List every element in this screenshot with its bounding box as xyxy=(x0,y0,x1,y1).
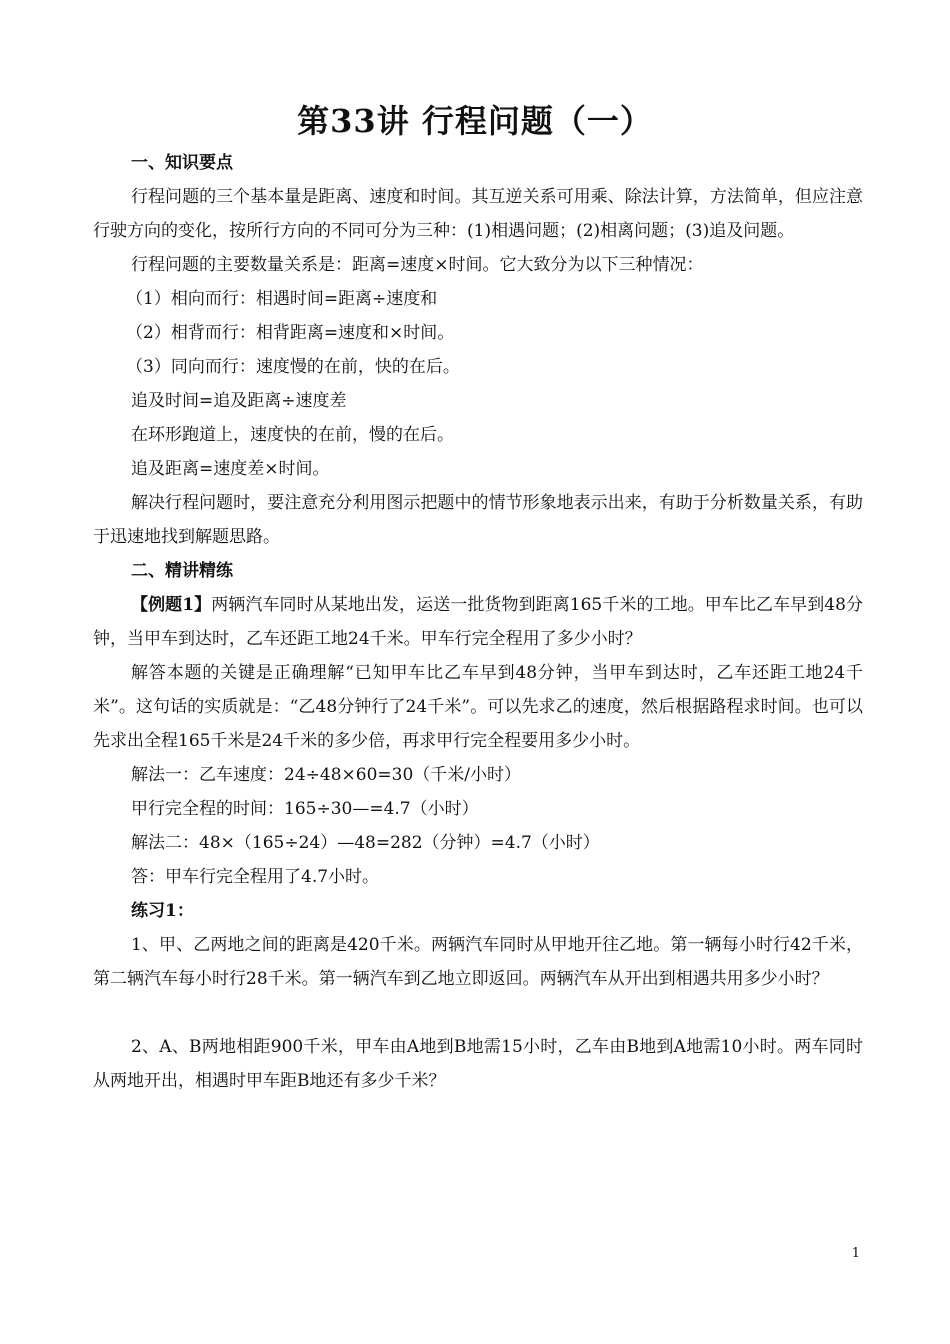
case-back-to-back: （2）相背而行：相背距离=速度和×时间。 xyxy=(126,323,455,343)
case-opposite-direction: （1）相向而行：相遇时间=距离÷速度和 xyxy=(126,289,438,309)
case-same-direction: （3）同向而行：速度慢的在前，快的在后。 xyxy=(126,357,460,377)
section-heading-knowledge: 一、知识要点 xyxy=(131,153,233,173)
example-text: 两辆汽车同时从某地出发，运送一批货物到距离165千米的工地。甲车比乙车早到48分钟，当甲车到达时，乙车还距工地24千米。甲车行完全程用了多少小时？ xyxy=(93,595,863,649)
section-heading-practice: 二、精讲精练 xyxy=(131,561,233,581)
note-circular-track: 在环形跑道上，速度快的在前，慢的在后。 xyxy=(131,425,454,445)
document-body xyxy=(93,146,863,1098)
formula-chase-time: 追及时间=追及距离÷速度差 xyxy=(131,391,347,411)
practice-question-1: 1、甲、乙两地之间的距离是420千米。两辆汽车同时从甲地开往乙地。第一辆每小时行42千米，第二辆汽车每小时行28千米。第一辆汽车到乙地立即返回。两辆汽车从开出到相遇共用多少小时？ xyxy=(93,935,863,989)
solution-method-2: 解法二：48×（165÷24）—48=282（分钟）=4.7（小时） xyxy=(131,833,600,853)
example-label: 【例题1】 xyxy=(131,595,212,615)
solution-method-1-step2: 甲行完全程的时间：165÷30—=4.7（小时） xyxy=(131,799,479,819)
answer-space xyxy=(93,996,863,1030)
paragraph-basics: 行程问题的三个基本量是距离、速度和时间。其互逆关系可用乘、除法计算，方法简单，但应注意行驶方向的变化，按所行方向的不同可分为三种：(1)相遇问题；(2)相离问题；(3)追及问题。 xyxy=(93,187,863,241)
solution-method-1: 解法一：乙车速度：24÷48×60=30（千米/小时） xyxy=(131,765,521,785)
practice-heading: 练习1： xyxy=(131,901,194,921)
formula-chase-distance: 追及距离=速度差×时间。 xyxy=(131,459,330,479)
paragraph-relation: 行程问题的主要数量关系是：距离=速度×时间。它大致分为以下三种情况： xyxy=(131,255,704,275)
paragraph-diagram-tip: 解决行程问题时，要注意充分利用图示把题中的情节形象地表示出来，有助于分析数量关系，有助于迅速地找到解题思路。 xyxy=(93,493,863,547)
example-1 xyxy=(93,588,863,656)
example-analysis: 解答本题的关键是正确理解“已知甲车比乙车早到48分钟，当甲车到达时，乙车还距工地24千米”。这句话的实质就是：“乙48分钟行了24千米”。可以先求乙的速度，然后根据路程求时间。也可以先求出全程165千米是24千米的多少倍，再求甲行完全程要用多少小时。 xyxy=(93,663,863,751)
practice-question-2: 2、A、B两地相距900千米，甲车由A地到B地需15小时，乙车由B地到A地需10小时。两车同时从两地开出，相遇时甲车距B地还有多少千米？ xyxy=(93,1037,863,1091)
page-number: 1 xyxy=(851,1246,860,1261)
solution-answer: 答：甲车行完全程用了4.7小时。 xyxy=(131,867,380,887)
page-title: 第33讲 行程问题（一） xyxy=(297,102,653,140)
